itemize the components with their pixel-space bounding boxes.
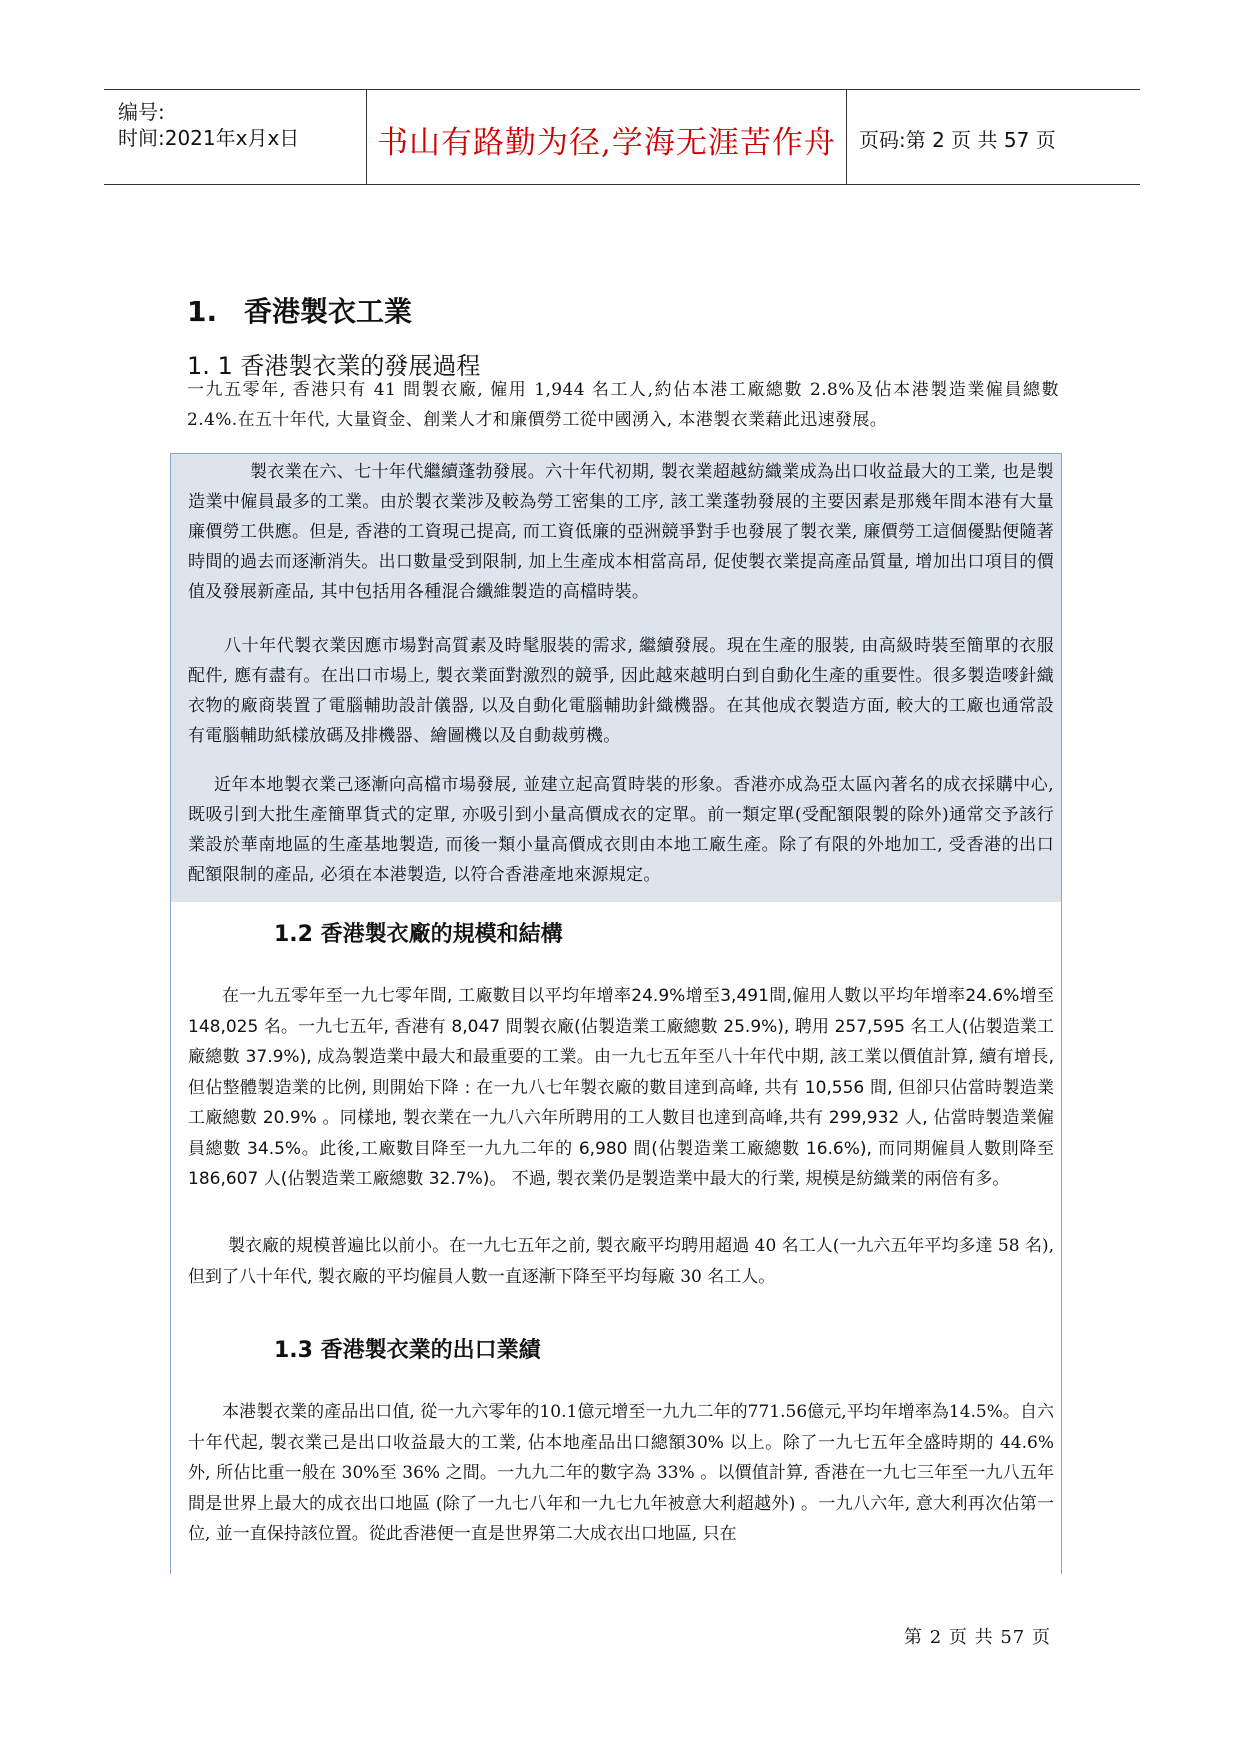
section-1-2-paragraph-2: 製衣廠的規模普遍比以前小。在一九七五年之前, 製衣廠平均聘用超過 40 名工人(一九六五年平均多達 58 名), 但到了八十年代, 製衣廠的平均僱員人數一直逐漸下降至平均每廠 30 名工人。 <box>188 1236 1054 1287</box>
header-info-cell <box>104 90 367 184</box>
header-page-number: 页码:第 2 页 共 57 页 <box>859 128 1056 152</box>
page-footer: 第 2 页 共 57 页 <box>904 1627 1051 1648</box>
header-table <box>104 89 1140 185</box>
section-1-3-paragraph-1: 本港製衣業的產品出口值, 從一九六零年的10.1億元增至一九九二年的771.56億元,平均年增率為14.5%。自六十年代起, 製衣業己是出口收益最大的工業, 佔本地產品出口總額30% 以上。除了一九七五年全盛時期的 44.6% 外, 所佔比重一般在 30%至 36% 之間。一九九二年的數字為 33% 。以價值計算, 香港在一九七三年至一九八五年間是世界上最大的成衣出口地區 (除了一九七八年和一九七九年被意大利超越外) 。一九八六年, 意大利再次佔第一位, 並一直保持該位置。從此香港便一直是世界第二大成衣出口地區, 只在 <box>188 1402 1054 1544</box>
header-motto: 书山有路勤为径,学海无涯苦作舟 <box>377 125 836 161</box>
boxed-paragraph-3: 近年本地製衣業己逐漸向高檔市場發展, 並建立起高質時裝的形象。香港亦成為亞太區內著名的成衣採購中心, 既吸引到大批生產簡單貨式的定單, 亦吸引到小量高價成衣的定單。前一類定單(受配額限製的除外)通常交予該行業設於華南地區的生產基地製造, 而後一類小量高價成衣則由本地工廠生產。除了有限的外地加工, 受香港的出口配額限制的產品, 必須在本港製造, 以符合香港產地來源規定。 <box>188 775 1054 885</box>
header-page-cell <box>847 90 1140 184</box>
document-time-label: 时间:2021年x月x日 <box>118 126 300 150</box>
header-motto-cell <box>367 90 847 184</box>
section-heading-1-1: 1. 1 香港製衣業的發展過程 <box>187 352 481 380</box>
section-1-2-paragraph-1: 在一九五零年至一九七零年間, 工廠數目以平均年增率24.9%增至3,491間,僱用人數以平均年增率24.6%增至 148,025 名。一九七五年, 香港有 8,047 間製衣廠(佔製造業工廠總數 25.9%), 聘用 257,595 名工人(佔製造業工廠總數 37.9%), 成為製造業中最大和最重要的工業。由一九七五年至八十年代中期, 該工業以價值計算, 續有增長, 但佔整體製造業的比例, 則開始下降 : 在一九八七年製衣廠的數目達到高峰, 共有 10,556 間, 但卻只佔當時製造業工廠總數 20.9% 。同樣地, 製衣業在一九八六年所聘用的工人數目也達到高峰,共有 299,932 人, 佔當時製造業僱員總數 34.5%。此後,工廠數目降至一九九二年的 6,980 間(佔製造業工廠總數 16.6%), 而同期僱員人數則降至 186,607 人(佔製造業工廠總數 32.7%)。 不過, 製衣業仍是製造業中最大的行業, 規模是紡織業的兩倍有多。 <box>188 986 1054 1189</box>
boxed-paragraph-2: 八十年代製衣業因應市場對高質素及時髦服裝的需求, 繼續發展。現在生產的服裝, 由高級時裝至簡單的衣服配件, 應有盡有。在出口市場上, 製衣業面對激烈的競爭, 因此越來越明白到自動化生產的重要性。很多製造嘜針織衣物的廠商裝置了電腦輔助設計儀器, 以及自動化電腦輔助針織機器。在其他成衣製造方面, 較大的工廠也通常設有電腦輔助紙樣放碼及排機器、繪圖機以及自動裁剪機。 <box>188 636 1054 746</box>
intro-paragraph: 一九五零年, 香港只有 41 間製衣廠, 僱用 1,944 名工人,約佔本港工廠總數 2.8%及佔本港製造業僱員總數 2.4%.在五十年代, 大量資金、創業人才和廉價勞工從中國湧入, 本港製衣業藉此迅速發展。 <box>187 380 1059 430</box>
chapter-heading <box>187 290 412 330</box>
section-heading-1-2: 1.2 香港製衣廠的規模和結構 <box>274 922 563 947</box>
document-number-label: 编号: <box>118 100 165 124</box>
section-heading-1-3: 1.3 香港製衣業的出口業績 <box>274 1338 541 1363</box>
boxed-paragraph-1: 製衣業在六、七十年代繼續蓬勃發展。六十年代初期, 製衣業超越紡織業成為出口收益最大的工業, 也是製造業中僱員最多的工業。由於製衣業涉及較為勞工密集的工序, 該工業蓬勃發展的主要因素是那幾年間本港有大量廉價勞工供應。但是, 香港的工資現己提高, 而工資低廉的亞洲競爭對手也發展了製衣業, 廉價勞工這個優點便隨著時間的過去而逐漸消失。出口數量受到限制, 加上生產成本相當高昂, 促使製衣業提高產品質量, 增加出口項目的價值及發展新產品, 其中包括用各種混合纖維製造的高檔時裝。 <box>188 462 1054 602</box>
chapter-title: 香港製衣工業 <box>244 295 413 328</box>
chapter-number: 1. <box>187 295 218 328</box>
